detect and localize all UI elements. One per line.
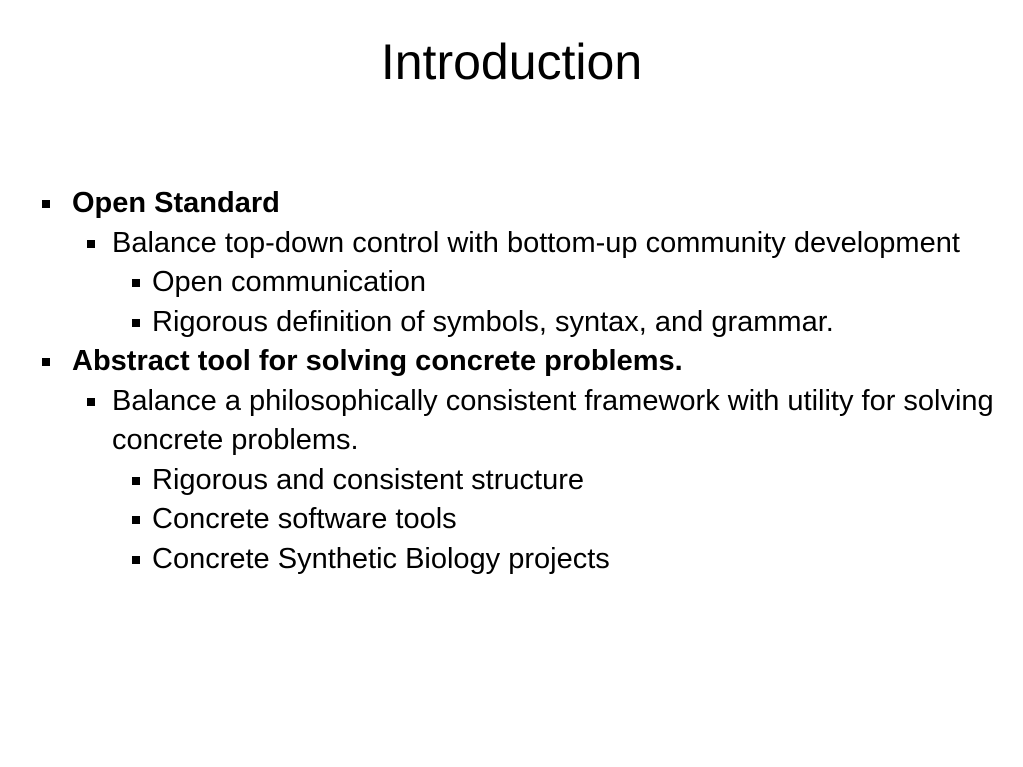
bullet-list [0, 184, 1023, 579]
bullet-item-synbio-projects [0, 540, 1012, 580]
bullet-item-abstract-tool [0, 342, 1012, 382]
bullet-item-balance-control [0, 224, 1012, 264]
bullet-text: Concrete Synthetic Biology projects [152, 542, 610, 575]
bullet-item-rigorous-structure [0, 461, 1012, 501]
bullet-text: Balance top-down control with bottom-up community development [112, 226, 960, 259]
bullet-text: Rigorous definition of symbols, syntax, and grammar. [152, 305, 834, 338]
bullet-text: Abstract tool for solving concrete problems. [72, 345, 683, 377]
bullet-item-rigorous-definition [0, 303, 1012, 343]
bullet-item-software-tools [0, 500, 1012, 540]
slide-title: Introduction [380, 34, 643, 90]
bullet-text: Balance a philosophically consistent framework with utility for solving concrete problems. [112, 384, 994, 456]
bullet-item-balance-framework [0, 382, 1012, 461]
bullet-text: Concrete software tools [152, 503, 457, 535]
bullet-item-open-communication [0, 263, 1012, 303]
bullet-text: Open communication [152, 266, 427, 298]
bullet-item-open-standard [0, 184, 1012, 224]
bullet-text: Rigorous and consistent structure [152, 463, 584, 496]
bullet-text: Open Standard [72, 187, 280, 219]
